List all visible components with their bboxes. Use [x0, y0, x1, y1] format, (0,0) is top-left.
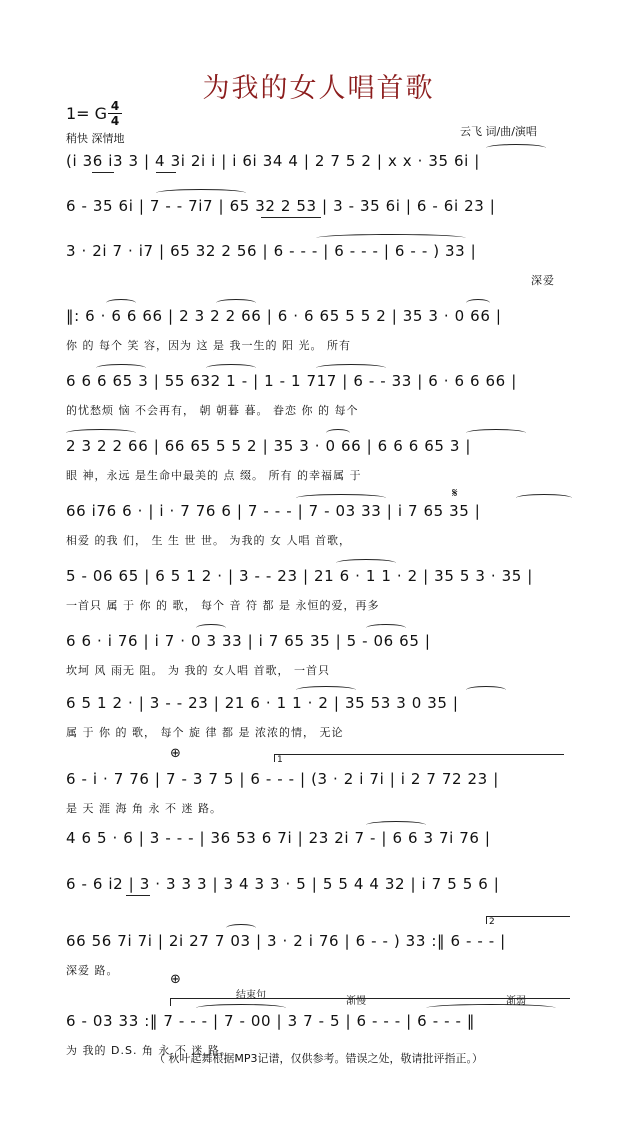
slur: [326, 429, 350, 437]
notation-line: (i 36 i3 3 | 4 3i 2i i | i 6i 34 4 | 2 7 5 2 | x x · 35 6i |: [66, 152, 480, 170]
slur: [486, 144, 546, 152]
song-title: 为我的女人唱首歌: [202, 73, 435, 104]
lyric-line: 相爱 的我 们， 生 生 世 世。 为我的 女 人唱 首歌，: [66, 534, 351, 547]
lyric-line: 深爱: [531, 274, 555, 287]
time-signature: [108, 100, 122, 127]
slur: [66, 429, 136, 437]
key-signature: 1= G: [66, 104, 108, 123]
meter-top: 4: [110, 99, 120, 113]
notation-line: 66 i76 6 · | i · 7 76 6 | 7 - - - | 7 - 03 33 | i 7 65 35 |: [66, 502, 481, 520]
slur: [106, 299, 136, 307]
coda-mark-end: ⊕: [170, 972, 181, 987]
slur: [336, 559, 396, 567]
lyric-line: 为 我的 D.S. 角 永 不 迷 路。: [66, 1044, 232, 1057]
lyric-line: 属 于 你 的 歌， 每个 旋 律 都 是 浓浓的情， 无论: [66, 726, 344, 739]
notation-line: 66 56 7i 7i | 2i 27 7 03 | 3 · 2 i 76 | 6 - - ) 33 :‖ 6 - - - |: [66, 932, 506, 950]
meter-bottom: 4: [110, 114, 120, 128]
rit-marking: 渐慢: [346, 996, 366, 1007]
lyric-line: 坎坷 风 雨无 阻。 为 我的 女人唱 首歌， 一首只: [66, 664, 330, 677]
coda-mark: ⊕: [170, 746, 181, 761]
notation-line: 6 - i · 7 76 | 7 - 3 7 5 | 6 - - - | (3 · 2 i 7i | i 2 7 72 23 |: [66, 770, 499, 788]
ending-label: 结束句: [236, 990, 266, 1001]
notation-line: 4 6 5 · 6 | 3 - - - | 36 53 6 7i | 23 2i 7 - | 6 6 3 7i 76 |: [66, 829, 491, 847]
slur: [96, 364, 146, 372]
tie: [316, 234, 466, 242]
slur: [226, 924, 256, 932]
notation-line: 6 - 35 6i | 7 - - 7i7 | 65 32 2 53 | 3 - 35 6i | 6 - 6i 23 |: [66, 197, 496, 215]
notation-line: 5 - 06 65 | 6 5 1 2 · | 3 - - 23 | 21 6 · 1 1 · 2 | 35 5 3 · 35 |: [66, 567, 533, 585]
beam: [261, 217, 321, 218]
notation-line: 6 6 6 65 3 | 55 632 1 - | 1 - 1 717 | 6 - - 33 | 6 · 6 6 66 |: [66, 372, 517, 390]
tempo-marking: 稍快 深情地: [66, 132, 125, 145]
notation-line: 6 5 1 2 · | 3 - - 23 | 21 6 · 1 1 · 2 | 35 53 3 0 35 |: [66, 694, 459, 712]
dim-marking: 渐弱: [506, 996, 526, 1007]
notation-line: 6 - 03 33 :‖ 7 - - - | 7 - 00 | 3 7 - 5 | 6 - - - | 6 - - - ‖: [66, 1012, 475, 1030]
notation-line: 3 · 2i 7 · i7 | 65 32 2 56 | 6 - - - | 6 - - - | 6 - - ) 33 |: [66, 242, 477, 260]
beam: [92, 172, 114, 173]
slur: [296, 686, 356, 694]
notation-line: 6 - 6 i2 | 3 · 3 3 3 | 3 4 3 3 · 5 | 5 5 4 4 32 | i 7 5 5 6 |: [66, 875, 500, 893]
slur: [206, 364, 256, 372]
slur: [156, 189, 246, 197]
lyric-line: 的忧愁烦 恼 不会再有， 朝 朝暮 暮。 眷恋 你 的 每个: [66, 404, 359, 417]
beam: [156, 172, 176, 173]
volta-2: 2: [486, 916, 570, 924]
tie: [196, 1004, 286, 1012]
notation-line: ‖: 6 · 6 6 66 | 2 3 2 2 66 | 6 · 6 65 5 5 2 | 35 3 · 0 66 |: [66, 307, 502, 325]
notation-line: 2 3 2 2 66 | 66 65 5 5 2 | 35 3 · 0 66 | 6 6 6 65 3 |: [66, 437, 472, 455]
composer-credit: 云飞 词/曲/演唱: [460, 125, 537, 138]
lyric-line: 是 天 涯 海 角 永 不 迷 路。: [66, 802, 222, 815]
notation-line: 6 6 · i 76 | i 7 · 0 3 33 | i 7 65 35 | 5 - 06 65 |: [66, 632, 431, 650]
slur: [366, 821, 426, 829]
slur: [466, 299, 490, 307]
lyric-line: [66, 859, 572, 875]
slur: [196, 624, 226, 632]
beam: [126, 895, 150, 896]
slur: [316, 364, 386, 372]
lyric-line: 你 的 每个 笑 容，因为 这 是 我一生的 阳 光。 所有: [66, 339, 351, 352]
slur: [466, 429, 526, 437]
lyric-line: [66, 182, 572, 198]
transcriber-note: （ 秋叶起舞根据MP3记谱，仅供参考。错误之处，敬请批评指正。）: [153, 1052, 484, 1065]
lyric-line: 一首只 属 于 你 的 歌， 每个 音 符 都 是 永恒的爱，再多: [66, 599, 380, 612]
slur: [516, 494, 572, 502]
lyric-line: 眼 神，永远 是生命中最美的 点 缀。 所有 的幸福属 于: [66, 469, 362, 482]
segno-mark: 𝄋: [452, 486, 458, 501]
tie: [426, 1004, 556, 1012]
tie: [296, 494, 386, 502]
slur: [466, 686, 506, 694]
volta-1: 1: [274, 754, 564, 762]
slur: [216, 299, 256, 307]
lyric-line: 深爱 路。: [66, 964, 119, 977]
slur: [366, 624, 406, 632]
